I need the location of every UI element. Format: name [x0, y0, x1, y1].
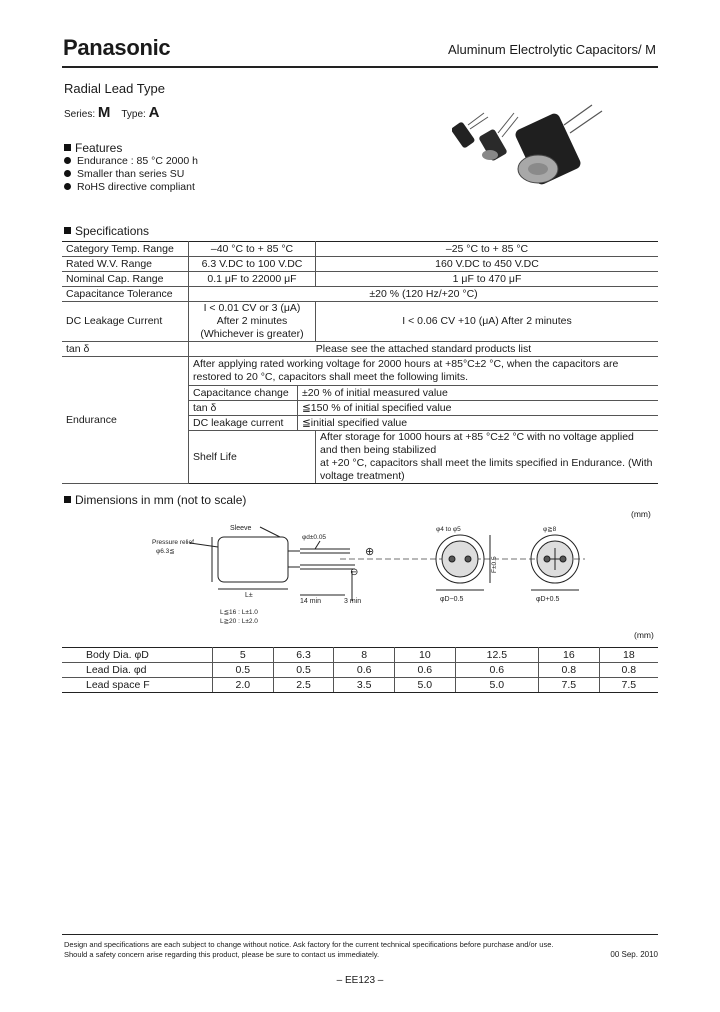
series-value: M	[97, 104, 111, 121]
spec-line: restored to 20 °C, capacitors shall meet the following limits.	[193, 371, 468, 383]
dimensions-title: Dimensions in mm (not to scale)	[64, 493, 246, 507]
phi-minus-label: φD−0.5	[440, 596, 464, 603]
table-row	[62, 648, 658, 663]
footer-date: 00 Sep. 2010	[610, 950, 658, 959]
table-row	[62, 357, 658, 386]
dim-cell: 0.8	[539, 663, 600, 678]
table-row	[189, 416, 658, 431]
spec-cell: 0.1 μF to 22000 μF	[189, 272, 316, 287]
table-row	[62, 302, 658, 342]
dim-cell: 2.5	[273, 678, 334, 693]
dim-cell: 0.6	[455, 663, 538, 678]
dim-cell: 18	[599, 648, 658, 663]
endurance-subtable	[189, 386, 658, 430]
section-square-icon	[64, 496, 71, 503]
table-row	[62, 272, 658, 287]
minus-mark: ⊖	[350, 567, 359, 578]
tolerance-label-2: L≧20 : L±2.0	[220, 618, 258, 625]
bullet-icon	[64, 183, 71, 190]
footer-notes	[64, 940, 553, 960]
sub-label: DC leakage current	[189, 416, 298, 431]
large-capacitor-image	[514, 105, 602, 186]
dim-cell: 8	[334, 648, 395, 663]
capacitor-photo	[452, 103, 622, 188]
footer-note: Should a safety concern arise regarding this product, please be sure to contact us immediately.	[64, 950, 380, 959]
feature-item: RoHS directive compliant	[64, 181, 195, 193]
spec-cell: ±20 % (120 Hz/+20 °C)	[189, 287, 659, 302]
end-view-small	[436, 535, 490, 590]
spec-line: I < 0.01 CV or 3 (μA) After 2 minutes	[203, 302, 301, 327]
type-label: Type:	[121, 109, 146, 120]
table-row	[62, 242, 658, 257]
feature-item: Endurance : 85 °C 2000 h	[64, 155, 198, 167]
dim-label: Body Dia. φD	[62, 648, 213, 663]
dim-cell: 12.5	[455, 648, 538, 663]
table-row	[62, 287, 658, 302]
lead-length2-label: 3 min	[344, 598, 362, 605]
pressure-relief-dia-label: φ6.3≦	[156, 548, 175, 555]
dim-cell: 0.8	[599, 663, 658, 678]
dim-cell: 5.0	[395, 678, 456, 693]
series-label: Series:	[64, 109, 96, 120]
pressure-relief-label: Pressure relief	[152, 539, 194, 546]
spec-line: (Whichever is greater)	[200, 328, 304, 340]
sub-value: ±20 % of initial measured value	[298, 386, 659, 401]
document-title: Aluminum Electrolytic Capacitors/ M	[447, 42, 656, 57]
spec-line: at +20 °C, capacitors shall meet the limits specified in Endurance. (With voltage treatment)	[320, 457, 653, 482]
spec-cell	[189, 302, 316, 342]
specifications-title: Specifications	[64, 224, 149, 238]
dimension-drawing	[140, 515, 590, 630]
page-number: – EE123 –	[336, 975, 384, 986]
dim-cell: 3.5	[334, 678, 395, 693]
dim-cell: 7.5	[539, 678, 600, 693]
spec-label: Category Temp. Range	[62, 242, 189, 257]
phi-large-label: φ≧8	[543, 526, 557, 533]
spec-label: DC Leakage Current	[62, 302, 189, 342]
spec-line: After applying rated working voltage for 2000 hours at +85°C±2 °C, when the capacitors are	[193, 358, 619, 370]
section-square-icon	[64, 144, 71, 151]
spec-label: Nominal Cap. Range	[62, 272, 189, 287]
medium-capacitor-image	[478, 113, 518, 162]
spec-cell	[316, 431, 659, 484]
plus-mark: ⊕	[365, 546, 375, 558]
spec-cell	[189, 386, 659, 431]
section-square-icon	[64, 227, 71, 234]
tolerance-label-1: L≦16 : L±1.0	[220, 609, 258, 616]
spec-cell: Please see the attached standard products list	[189, 342, 659, 357]
spec-cell: 6.3 V.DC to 100 V.DC	[189, 257, 316, 272]
dim-cell: 7.5	[599, 678, 658, 693]
unit-label-table: (mm)	[634, 630, 654, 640]
bullet-icon	[64, 157, 71, 164]
spec-cell: 1 μF to 470 μF	[316, 272, 659, 287]
bullet-icon	[64, 170, 71, 177]
dim-cell: 6.3	[273, 648, 334, 663]
footer-note: Design and specifications are each subject to change without notice. Ask factory for the current technical specifications before purchase and/or use.	[64, 940, 554, 949]
spec-label: tan δ	[62, 342, 189, 357]
sub-label: Capacitance change	[189, 386, 298, 401]
dim-label: Lead space F	[62, 678, 213, 693]
phi-plus-label: φD+0.5	[536, 596, 560, 603]
spec-cell: I < 0.06 CV +10 (μA) After 2 minutes	[316, 302, 659, 342]
end-view-large	[531, 535, 579, 590]
dim-cell: 5	[213, 648, 274, 663]
lead-type-title: Radial Lead Type	[64, 81, 165, 96]
dim-cell: 0.6	[395, 663, 456, 678]
dim-cell: 5.0	[455, 678, 538, 693]
sub-label: tan δ	[189, 401, 298, 416]
series-type-line	[64, 104, 159, 121]
side-view	[190, 527, 355, 601]
unit-label-top: (mm)	[631, 509, 651, 519]
dimensions-table	[62, 647, 658, 693]
dim-label: Lead Dia. φd	[62, 663, 213, 678]
spec-label: Shelf Life	[189, 431, 316, 484]
brand-logo: Panasonic	[63, 35, 171, 60]
specifications-table	[62, 241, 658, 484]
features-title: Features	[64, 141, 122, 155]
sub-value: ≦initial specified value	[298, 416, 659, 431]
dim-cell: 0.6	[334, 663, 395, 678]
dim-cell: 10	[395, 648, 456, 663]
sleeve-label: Sleeve	[230, 525, 252, 532]
dim-cell: 2.0	[213, 678, 274, 693]
type-value: A	[148, 104, 160, 121]
spec-cell: 160 V.DC to 450 V.DC	[316, 257, 659, 272]
length-label: L±	[245, 592, 253, 599]
spec-cell: –25 °C to + 85 °C	[316, 242, 659, 257]
table-row	[189, 401, 658, 416]
spec-cell: –40 °C to + 85 °C	[189, 242, 316, 257]
sub-value: ≦150 % of initial specified value	[298, 401, 659, 416]
f-mark-label: F±0.5	[491, 556, 498, 573]
table-row	[62, 663, 658, 678]
dim-cell: 16	[539, 648, 600, 663]
table-row	[62, 342, 658, 357]
spec-line: After storage for 1000 hours at +85 °C±2 °C with no voltage applied and then being stabilized	[320, 431, 634, 456]
spec-cell	[189, 357, 659, 386]
phi-small-label: φ4 to φ5	[436, 526, 461, 533]
lead-dia-label: φd±0.05	[302, 534, 327, 541]
table-row	[62, 678, 658, 693]
spec-label: Capacitance Tolerance	[62, 287, 189, 302]
dim-cell: 0.5	[273, 663, 334, 678]
spec-label: Rated W.V. Range	[62, 257, 189, 272]
spec-label: Endurance	[62, 357, 189, 484]
table-row	[62, 257, 658, 272]
table-row	[189, 386, 658, 401]
footer-rule	[62, 934, 658, 935]
dim-cell: 0.5	[213, 663, 274, 678]
lead-length-label: 14 min	[300, 598, 322, 605]
feature-item: Smaller than series SU	[64, 168, 184, 180]
header-rule	[62, 66, 658, 68]
